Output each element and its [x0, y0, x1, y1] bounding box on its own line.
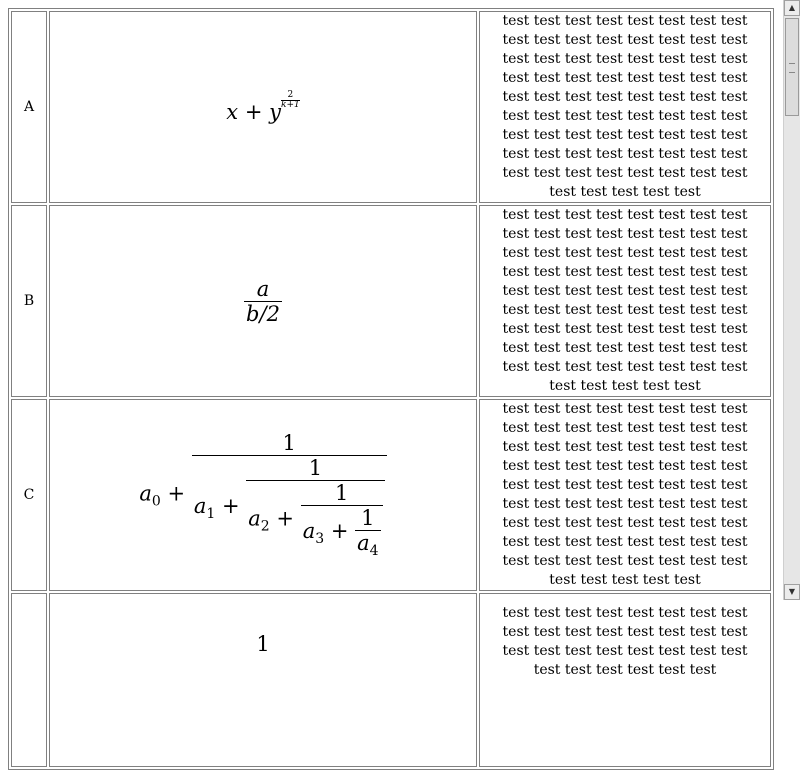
- row-label-b: B: [11, 205, 47, 397]
- table-row: [11, 11, 771, 203]
- table-row: [11, 593, 771, 767]
- var-y: y: [269, 99, 281, 124]
- row-label-c: C: [11, 399, 47, 591]
- formula-a: [49, 11, 477, 203]
- table-row: [11, 205, 771, 397]
- fraction: [244, 277, 282, 326]
- scrollbar-thumb[interactable]: [785, 18, 799, 116]
- formula-d: 1: [49, 593, 477, 767]
- table-row: [11, 399, 771, 591]
- var-x: x: [226, 99, 239, 124]
- formula-table: [8, 8, 774, 770]
- scroll-down-arrow-icon[interactable]: ▼: [784, 584, 800, 600]
- row-label-a: A: [11, 11, 47, 203]
- row-label-d: [11, 593, 47, 767]
- exponent-fraction: $\frac{2}{k+1}$: [280, 89, 300, 110]
- formula-c: [49, 399, 477, 591]
- scroll-up-arrow-icon[interactable]: ▲: [784, 0, 800, 16]
- vertical-scrollbar[interactable]: [783, 0, 800, 600]
- denominator: b/2: [246, 301, 280, 326]
- continued-fraction: $a_0$ + 1 $a_1$ + 1 $a_2$ + 1 $a_3$ + $\frac{1}{a_4}$: [139, 431, 386, 559]
- plus-sign: +: [244, 99, 263, 124]
- text-cell: test test test test test test test test test test test test test test test test test test test test test test test test test test test test test test test test test test test test test test test test test test test test test test test test test test test test test test test test test test test test test test test test test test test test test test test test test test test test test: [479, 399, 771, 591]
- text-cell: test test test test test test test test test test test test test test test test test test test test test test test test test test test test test test: [479, 593, 771, 767]
- text-cell: test test test test test test test test test test test test test test test test test test test test test test test test test test test test test test test test test test test test test test test test test test test test test test test test test test test test test test test test test test test test test test test test test test test test test test test test test test test test test: [479, 11, 771, 203]
- text-cell: test test test test test test test test test test test test test test test test test test test test test test test test test test test test test test test test test test test test test test test test test test test test test test test test test test test test test test test test test test test test test test test test test test test test test test test test test test test test test: [479, 205, 771, 397]
- numerator: a: [256, 276, 270, 301]
- formula-b: [49, 205, 477, 397]
